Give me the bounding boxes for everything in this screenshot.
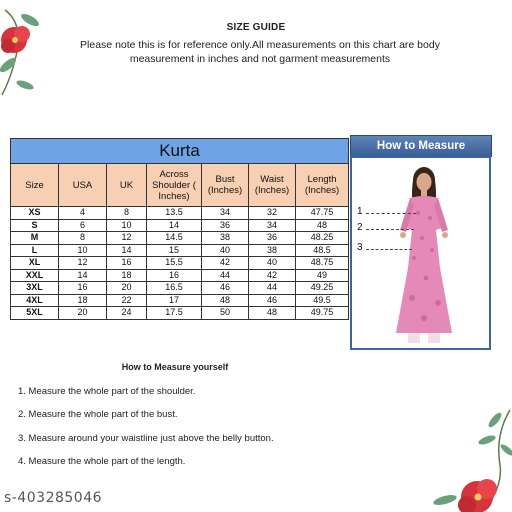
- table-cell: XS: [11, 207, 59, 220]
- table-cell: 46: [249, 294, 296, 307]
- table-cell: 4XL: [11, 294, 59, 307]
- table-row: [11, 244, 349, 257]
- table-cell: 42: [249, 269, 296, 282]
- table-cell: 12: [59, 257, 107, 270]
- table-cell: 17.5: [147, 307, 202, 320]
- table-cell: 20: [59, 307, 107, 320]
- measure-marker-1: 1: [357, 206, 363, 217]
- table-cell: 48.25: [296, 232, 349, 245]
- table-cell: 50: [202, 307, 249, 320]
- measure-line-waist: [366, 249, 412, 250]
- model-figure-illustration: [352, 158, 489, 348]
- table-cell: 22: [107, 294, 147, 307]
- table-cell: S: [11, 219, 59, 232]
- column-header: UK: [107, 164, 147, 207]
- table-cell: 36: [202, 219, 249, 232]
- table-cell: 24: [107, 307, 147, 320]
- table-cell: 38: [249, 244, 296, 257]
- table-cell: 20: [107, 282, 147, 295]
- table-row: [11, 269, 349, 282]
- column-header: USA: [59, 164, 107, 207]
- table-cell: 14: [147, 219, 202, 232]
- table-cell: 44: [202, 269, 249, 282]
- how-to-measure-panel: [350, 156, 491, 350]
- table-cell: 8: [107, 207, 147, 220]
- instruction-step: 3. Measure around your waistline just above the belly button.: [18, 433, 274, 444]
- table-cell: M: [11, 232, 59, 245]
- table-cell: 42: [202, 257, 249, 270]
- table-cell: 40: [249, 257, 296, 270]
- table-cell: 6: [59, 219, 107, 232]
- flower-decoration-top-left: [0, 0, 60, 100]
- table-cell: 15: [147, 244, 202, 257]
- table-cell: 49.75: [296, 307, 349, 320]
- instruction-step: 4. Measure the whole part of the length.: [18, 456, 186, 467]
- flower-decoration-bottom-right: [415, 405, 512, 512]
- table-cell: 13.5: [147, 207, 202, 220]
- table-row: [11, 232, 349, 245]
- table-cell: 16: [59, 282, 107, 295]
- table-cell: 32: [249, 207, 296, 220]
- table-row: [11, 294, 349, 307]
- table-cell: 40: [202, 244, 249, 257]
- table-cell: 16: [147, 269, 202, 282]
- measure-marker-3: 3: [357, 242, 363, 253]
- column-header: Bust (Inches): [202, 164, 249, 207]
- table-cell: 3XL: [11, 282, 59, 295]
- table-cell: L: [11, 244, 59, 257]
- instruction-step: 1. Measure the whole part of the shoulder.: [18, 386, 196, 397]
- table-row: [11, 219, 349, 232]
- table-cell: XL: [11, 257, 59, 270]
- how-to-measure-header: How to Measure: [350, 135, 492, 157]
- table-cell: 48.75: [296, 257, 349, 270]
- table-cell: 49.25: [296, 282, 349, 295]
- table-cell: 18: [59, 294, 107, 307]
- table-cell: 49.5: [296, 294, 349, 307]
- table-cell: 14.5: [147, 232, 202, 245]
- table-cell: 17: [147, 294, 202, 307]
- measure-line-shoulder: [366, 213, 416, 214]
- table-header-row: [11, 164, 349, 207]
- table-cell: 18: [107, 269, 147, 282]
- table-cell: 5XL: [11, 307, 59, 320]
- size-chart-table: [10, 138, 349, 320]
- table-cell: 48: [296, 219, 349, 232]
- column-header: Across Shoulder ( Inches): [147, 164, 202, 207]
- table-cell: 36: [249, 232, 296, 245]
- table-cell: 44: [249, 282, 296, 295]
- table-row: [11, 207, 349, 220]
- table-cell: XXL: [11, 269, 59, 282]
- measure-line-bust: [366, 229, 414, 230]
- table-row: [11, 307, 349, 320]
- table-row: [11, 257, 349, 270]
- reference-note: Please note this is for reference only.All measurements on this chart are body measurement in inches and not garment measurements: [80, 39, 440, 65]
- page-title: SIZE GUIDE: [226, 22, 286, 33]
- table-row: [11, 282, 349, 295]
- column-header: Size: [11, 164, 59, 207]
- table-cell: 10: [59, 244, 107, 257]
- table-cell: 46: [202, 282, 249, 295]
- instruction-step: 2. Measure the whole part of the bust.: [18, 409, 178, 420]
- table-cell: 16.5: [147, 282, 202, 295]
- table-cell: 12: [107, 232, 147, 245]
- measure-marker-2: 2: [357, 222, 363, 233]
- table-cell: 14: [107, 244, 147, 257]
- table-cell: 49: [296, 269, 349, 282]
- table-cell: 34: [202, 207, 249, 220]
- table-cell: 48.5: [296, 244, 349, 257]
- instructions-title: How to Measure yourself: [121, 362, 229, 372]
- watermark-id: s-403285046: [4, 490, 103, 506]
- table-cell: 4: [59, 207, 107, 220]
- table-caption: Kurta: [11, 139, 349, 164]
- table-cell: 16: [107, 257, 147, 270]
- table-cell: 47.75: [296, 207, 349, 220]
- table-cell: 10: [107, 219, 147, 232]
- column-header: Length (Inches): [296, 164, 349, 207]
- table-cell: 14: [59, 269, 107, 282]
- table-cell: 34: [249, 219, 296, 232]
- table-cell: 48: [202, 294, 249, 307]
- table-cell: 38: [202, 232, 249, 245]
- table-cell: 8: [59, 232, 107, 245]
- table-cell: 15.5: [147, 257, 202, 270]
- column-header: Waist (Inches): [249, 164, 296, 207]
- table-cell: 48: [249, 307, 296, 320]
